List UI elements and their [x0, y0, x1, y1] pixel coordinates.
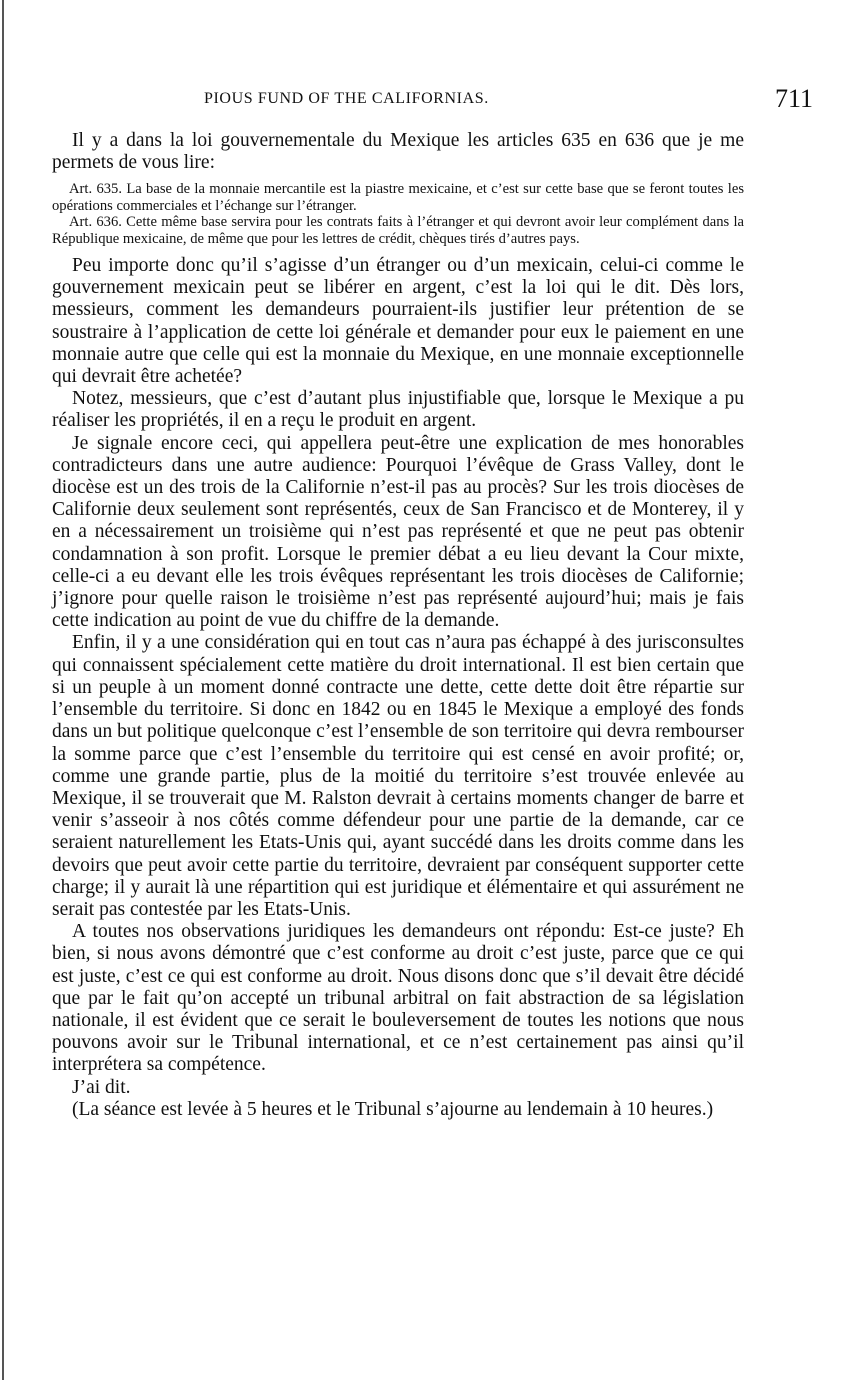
- paragraph-dette: Enfin, il y a une considération qui en tout cas n’aura pas échappé à des jurisconsultes qui connaissent spécialement cette matière du droit international. Il est bien certain que si un peuple à un moment donné contracte une dette, cette dette doit être répartie sur l’ensemble du territoire. Si donc en 1842 ou en 1845 le Mexique a employé des fonds dans un but politique quelconque c’est l’ensemble de son territoire qui devra rembourser la somme parce que c’est l’ensemble du territoire qui est censé en avoir profité; or, comme une grande partie, plus de la moitié du territoire s’est trouvée enlevée au Mexique, il se trouverait que M. Ralston devrait à certains moments changer de barre et venir s’asseoir à nos côtés comme défendeur pour une partie de la demande, car ce seraient naturellement les Etats-Unis qui, ayant succédé dans les droits comme dans les devoirs que peut avoir cette partie du territoire, devraient par conséquent supporter cette charge; il y aurait là une répartition qui est juridique et élémentaire et qui assurément ne serait pas contestée par les Etats-Unis.: [52, 632, 744, 920]
- paragraph-juste: A toutes nos observations juridiques les demandeurs ont répondu: Est-ce juste? Eh bien, si nous avons démontré que c’est conforme au droit c’est juste, parce que ce qui est juste, c’est ce qui est conforme au droit. Nous disons donc que s’il devait être décidé que par le fait qu’on accepté un tribunal arbitral on fait abstraction de sa législation nationale, il est évident que ce serait le bouleversement de toutes les notions que nous pouvons avoir sur le Tribunal international, et ce n’est certainement pas ainsi qu’il interprétera sa compétence.: [52, 921, 744, 1076]
- paragraph-seance-levee: (La séance est levée à 5 heures et le Tribunal s’ajourne au lendemain à 10 heures.): [72, 1098, 714, 1120]
- paragraph-jai-dit: J’ai dit.: [72, 1076, 131, 1098]
- paragraph-monnaie: Peu importe donc qu’il s’agisse d’un étranger ou d’un mexicain, celui-ci comme le gouvernement mexicain peut se libérer en argent, c’est la loi qui le dit. Dès lors, messieurs, comment les demandeurs pourraient-ils justifier leur prétention de se soustraire à l’application de cette loi générale et demander pour eux le paiement en une monnaie autre que celle qui est la monnaie du Mexique, en une monnaie exceptionnelle qui devrait être achetée?: [52, 255, 744, 388]
- running-title: PIOUS FUND OF THE CALIFORNIAS.: [204, 90, 489, 107]
- article-635: Art. 635. La base de la monnaie mercantile est la piastre mexicaine, et c’est sur cette base que se feront toutes les opérations commerciales et l’échange sur l’étranger.: [52, 181, 744, 214]
- paragraph-notez: Notez, messieurs, que c’est d’autant plus injustifiable que, lorsque le Mexique a pu réaliser les propriétés, il en a reçu le produit en argent.: [52, 388, 744, 432]
- page-body: [52, 130, 744, 1121]
- intro-paragraph: Il y a dans la loi gouvernementale du Mexique les articles 635 en 636 que je me permets de vous lire:: [52, 130, 744, 174]
- page-header: [52, 84, 813, 114]
- page-number: 711: [774, 84, 813, 113]
- paragraph-grass-valley: Je signale encore ceci, qui appellera peut-être une explication de mes honorables contradicteurs dans une autre audience: Pourquoi l’évêque de Grass Valley, dont le diocèse est un des trois de la Californie n’est-il pas au procès? Sur les trois diocèses de Californie deux seulement sont représentés, ceux de San Francisco et de Monterey, il y en a nécessairement un troisième qui n’est pas représenté et que ne peut pas obtenir condamnation à son profit. Lorsque le premier débat a eu lieu devant la Cour mixte, celle-ci a eu devant elle les trois évêques représentant les trois diocèses de Californie; j’ignore pour quelle raison le troisième n’est pas représenté aujourd’hui; mais je fais cette indication au point de vue du chiffre de la demande.: [52, 432, 744, 632]
- page-edge-rule: [2, 0, 4, 1380]
- article-636: Art. 636. Cette même base servira pour les contrats faits à l’étranger et qui devront avoir leur complément dans la République mexicaine, de même que pour les lettres de crédit, chèques tirés d’autres pays.: [52, 214, 744, 247]
